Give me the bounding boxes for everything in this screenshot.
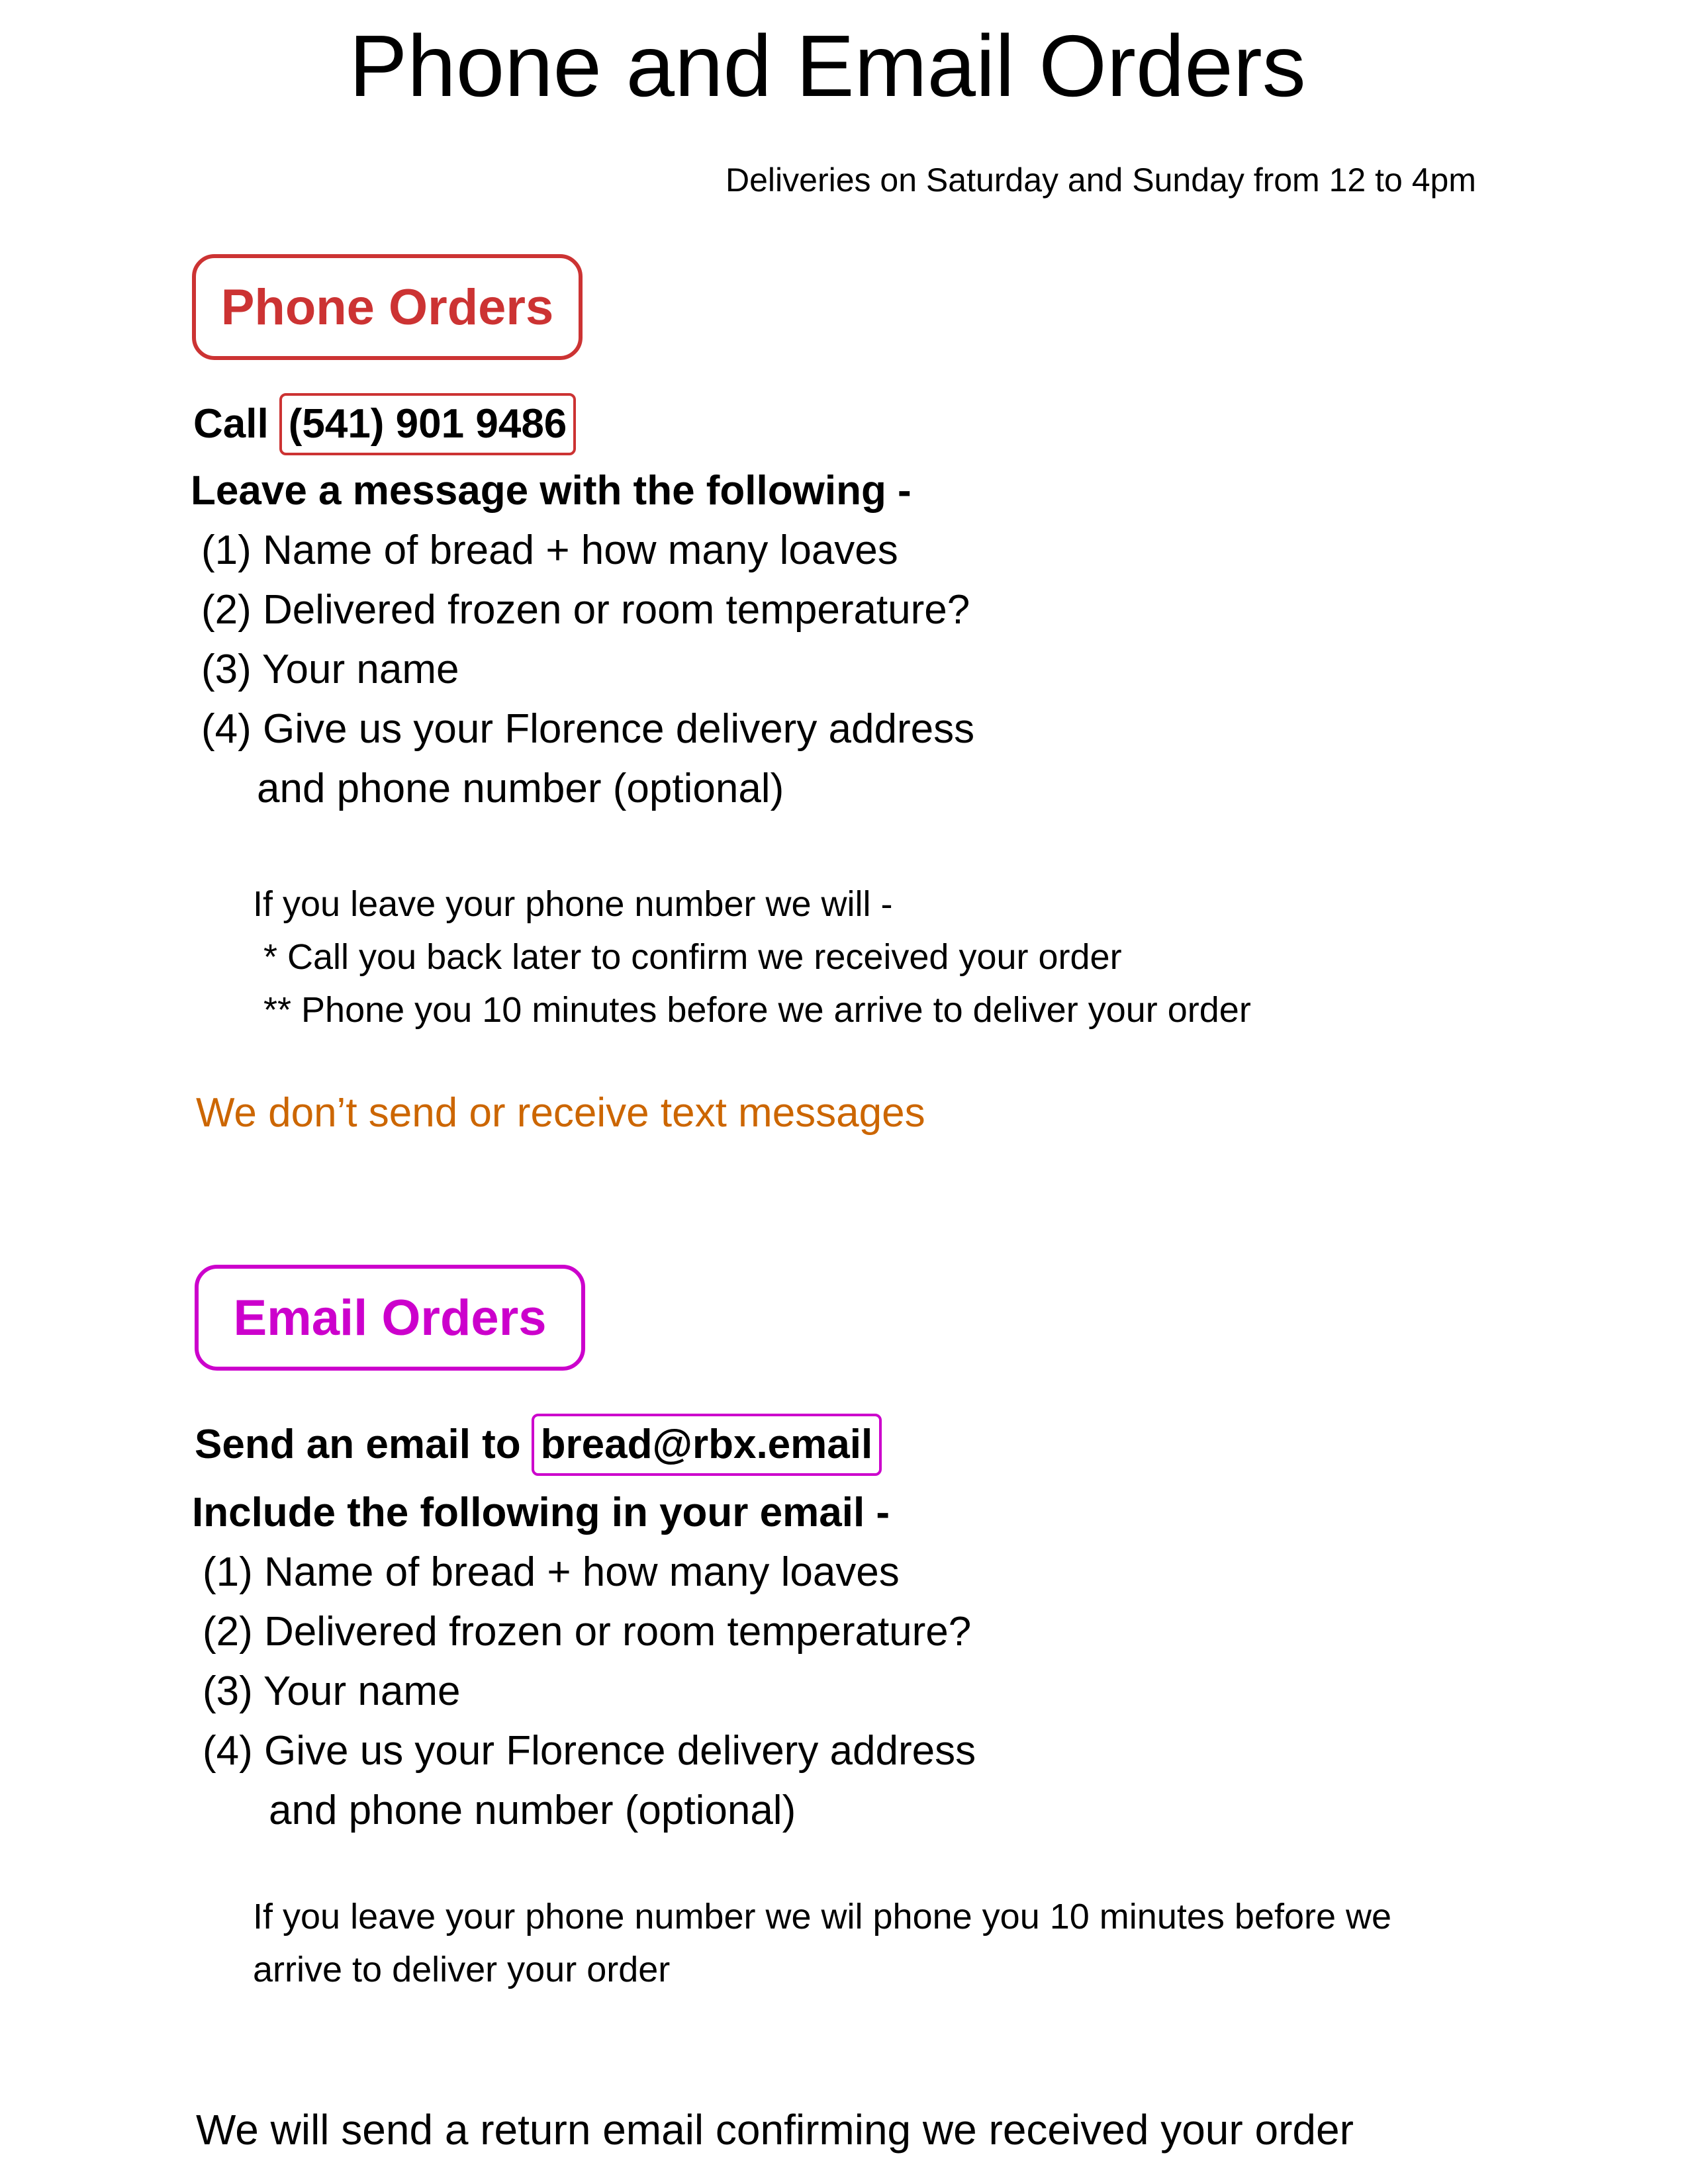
email-list-item: (1) Name of bread + how many loaves xyxy=(203,1549,900,1595)
call-line xyxy=(193,393,576,455)
call-label: Call xyxy=(193,401,269,447)
phone-number-link[interactable]: (541) 901 9486 xyxy=(279,393,577,455)
delivery-hours: Deliveries on Saturday and Sunday from 12 to 4pm xyxy=(726,161,1476,199)
phone-orders-heading: Phone Orders xyxy=(192,254,583,360)
email-note: If you leave your phone number we wil phone you 10 minutes before we xyxy=(253,1897,1392,1936)
email-list-item: (2) Delivered frozen or room temperature? xyxy=(203,1609,972,1655)
email-list-item: (3) Your name xyxy=(203,1668,461,1714)
email-list-item: and phone number (optional) xyxy=(269,1788,796,1833)
email-note: arrive to deliver your order xyxy=(253,1950,671,1989)
phone-note: ** Phone you 10 minutes before we arrive to deliver your order xyxy=(263,990,1251,1030)
phone-list-item: (4) Give us your Florence delivery address xyxy=(201,706,975,752)
phone-instruction: Leave a message with the following - xyxy=(191,468,912,514)
no-text-warning: We don’t send or receive text messages xyxy=(196,1090,925,1136)
email-list-item: (4) Give us your Florence delivery address xyxy=(203,1728,976,1774)
phone-list-item: (3) Your name xyxy=(201,647,459,692)
email-instruction: Include the following in your email - xyxy=(192,1490,890,1535)
page-title: Phone and Email Orders xyxy=(349,17,1306,114)
phone-note: * Call you back later to confirm we received your order xyxy=(263,937,1122,977)
email-address-link[interactable]: bread@rbx.email xyxy=(532,1414,882,1476)
send-email-label: Send an email to xyxy=(195,1422,521,1467)
email-orders-heading: Email Orders xyxy=(195,1265,585,1371)
phone-note: If you leave your phone number we will - xyxy=(253,884,893,924)
email-line xyxy=(195,1414,882,1476)
phone-list-item: and phone number (optional) xyxy=(257,766,784,811)
phone-list-item: (2) Delivered frozen or room temperature? xyxy=(201,587,970,633)
confirmation-footer: We will send a return email confirming we received your order xyxy=(196,2106,1354,2154)
phone-list-item: (1) Name of bread + how many loaves xyxy=(201,527,898,573)
